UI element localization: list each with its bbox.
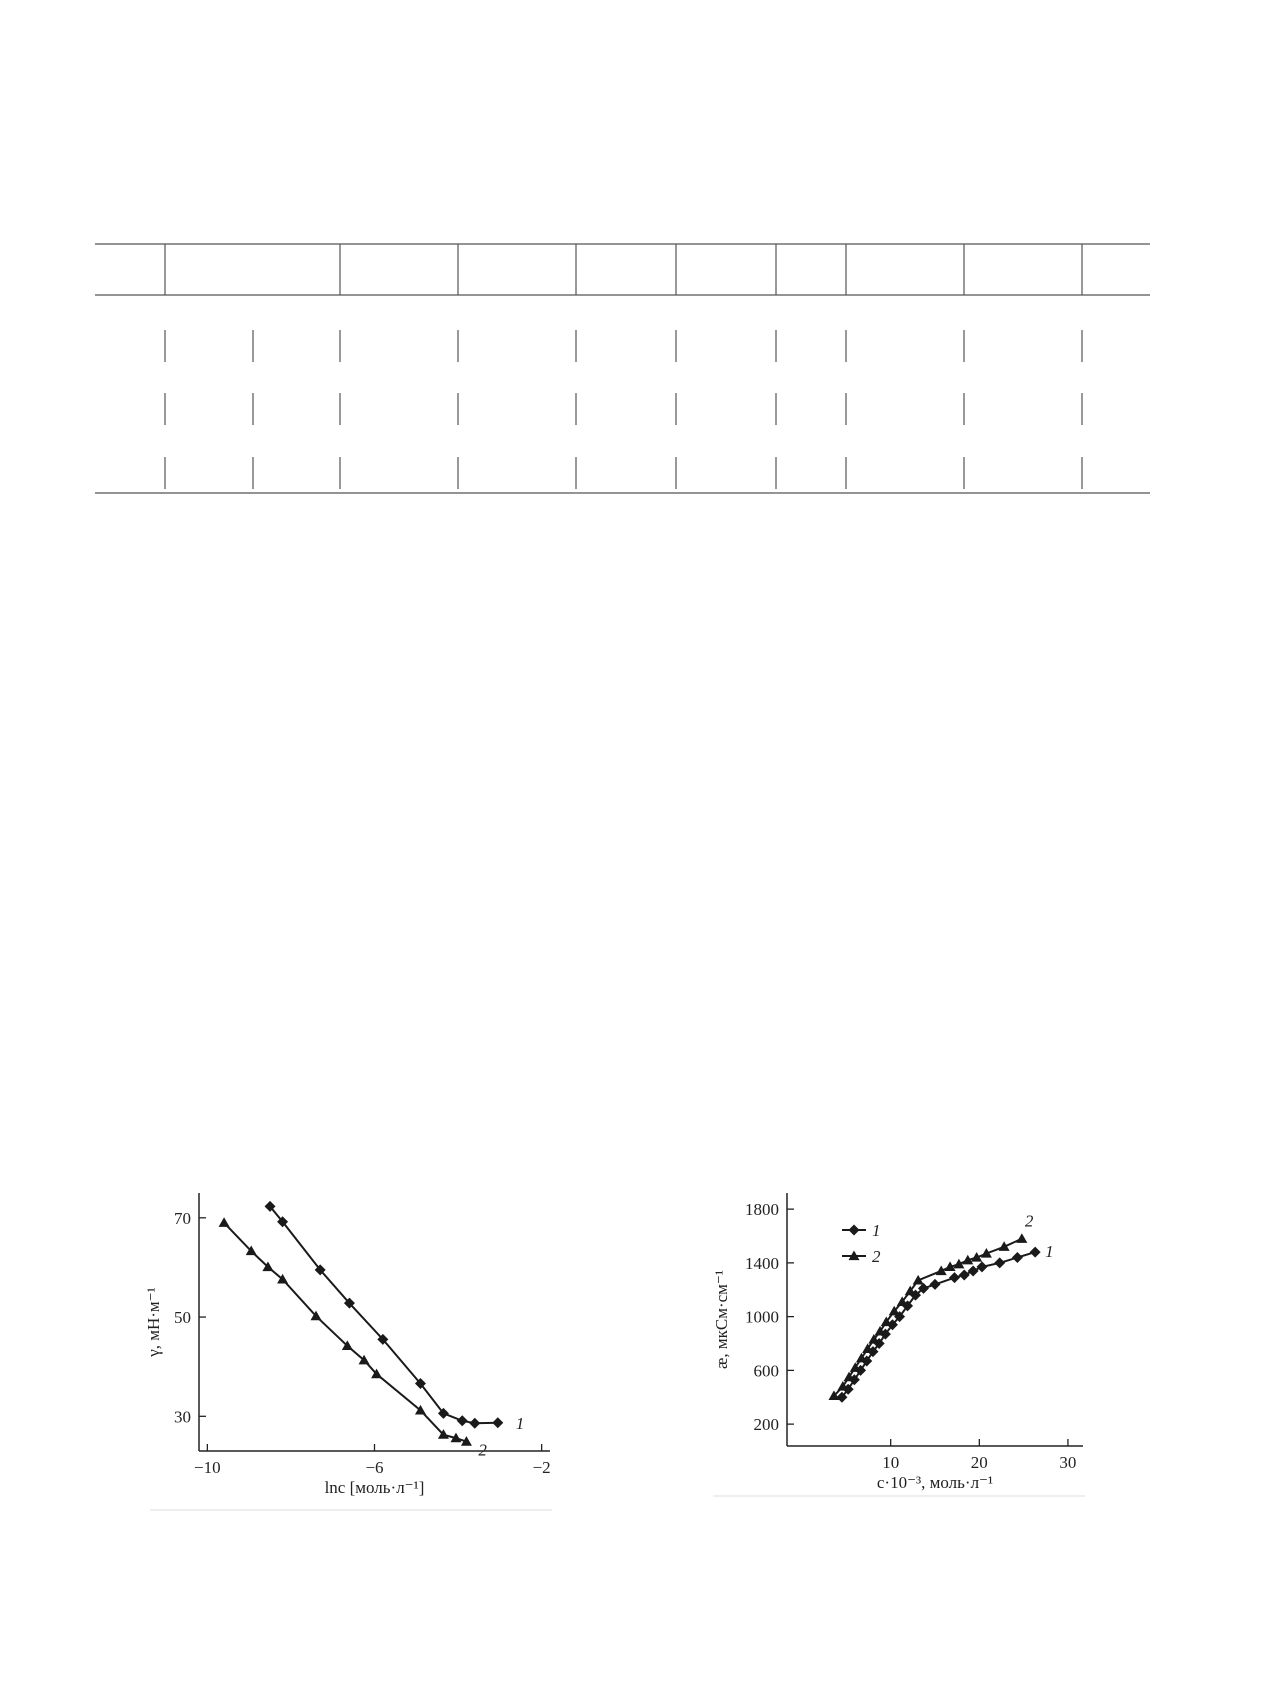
- x-axis-label: lnc [моль·л⁻¹]: [324, 1478, 425, 1497]
- x-tick-label: −2: [532, 1458, 551, 1477]
- y-tick-label: 1800: [745, 1200, 779, 1220]
- series-1-label: 1: [515, 1413, 525, 1433]
- series-2-label: 2: [478, 1440, 487, 1460]
- y-tick-label: 70: [174, 1208, 191, 1228]
- diamond-marker: [1030, 1247, 1041, 1258]
- diamond-marker: [994, 1257, 1005, 1268]
- series-2-line: [224, 1223, 466, 1442]
- y-tick-label: 1400: [745, 1253, 779, 1273]
- x-axis-label: c·10⁻³, моль·л⁻¹: [876, 1473, 994, 1492]
- legend-entry-1: 1: [872, 1221, 881, 1240]
- diamond-marker: [930, 1279, 941, 1290]
- legend-entry-2: 2: [872, 1247, 881, 1266]
- x-tick-label: −10: [194, 1458, 221, 1477]
- series-2-label: 2: [1024, 1211, 1034, 1231]
- y-tick-label: 30: [174, 1407, 191, 1427]
- triangle-marker: [219, 1217, 230, 1227]
- y-tick-label: 600: [753, 1361, 779, 1381]
- diamond-marker: [457, 1415, 468, 1426]
- y-tick-label: 50: [174, 1308, 191, 1328]
- surface-tension-chart: [144, 1193, 552, 1510]
- x-tick-label: 30: [1059, 1453, 1077, 1472]
- conductivity-chart: [712, 1193, 1085, 1496]
- x-tick-label: 20: [970, 1453, 988, 1472]
- diamond-marker: [492, 1417, 503, 1428]
- data-table: [95, 244, 1150, 493]
- y-axis-label: γ, мН·м⁻¹: [144, 1287, 163, 1357]
- x-tick-label: 10: [882, 1453, 900, 1472]
- series-1-line: [270, 1206, 498, 1423]
- series-1-label: 1: [1045, 1242, 1054, 1262]
- diamond-marker: [1012, 1252, 1023, 1263]
- y-tick-label: 1000: [745, 1307, 779, 1327]
- diamond-marker: [469, 1418, 480, 1429]
- triangle-marker: [1016, 1233, 1027, 1243]
- diamond-marker: [849, 1225, 860, 1236]
- y-tick-label: 200: [753, 1415, 779, 1435]
- y-axis-label: æ, мкСм·см⁻¹: [712, 1270, 731, 1369]
- diamond-marker: [949, 1272, 960, 1283]
- x-tick-label: −6: [365, 1458, 384, 1477]
- legend: [842, 1221, 881, 1266]
